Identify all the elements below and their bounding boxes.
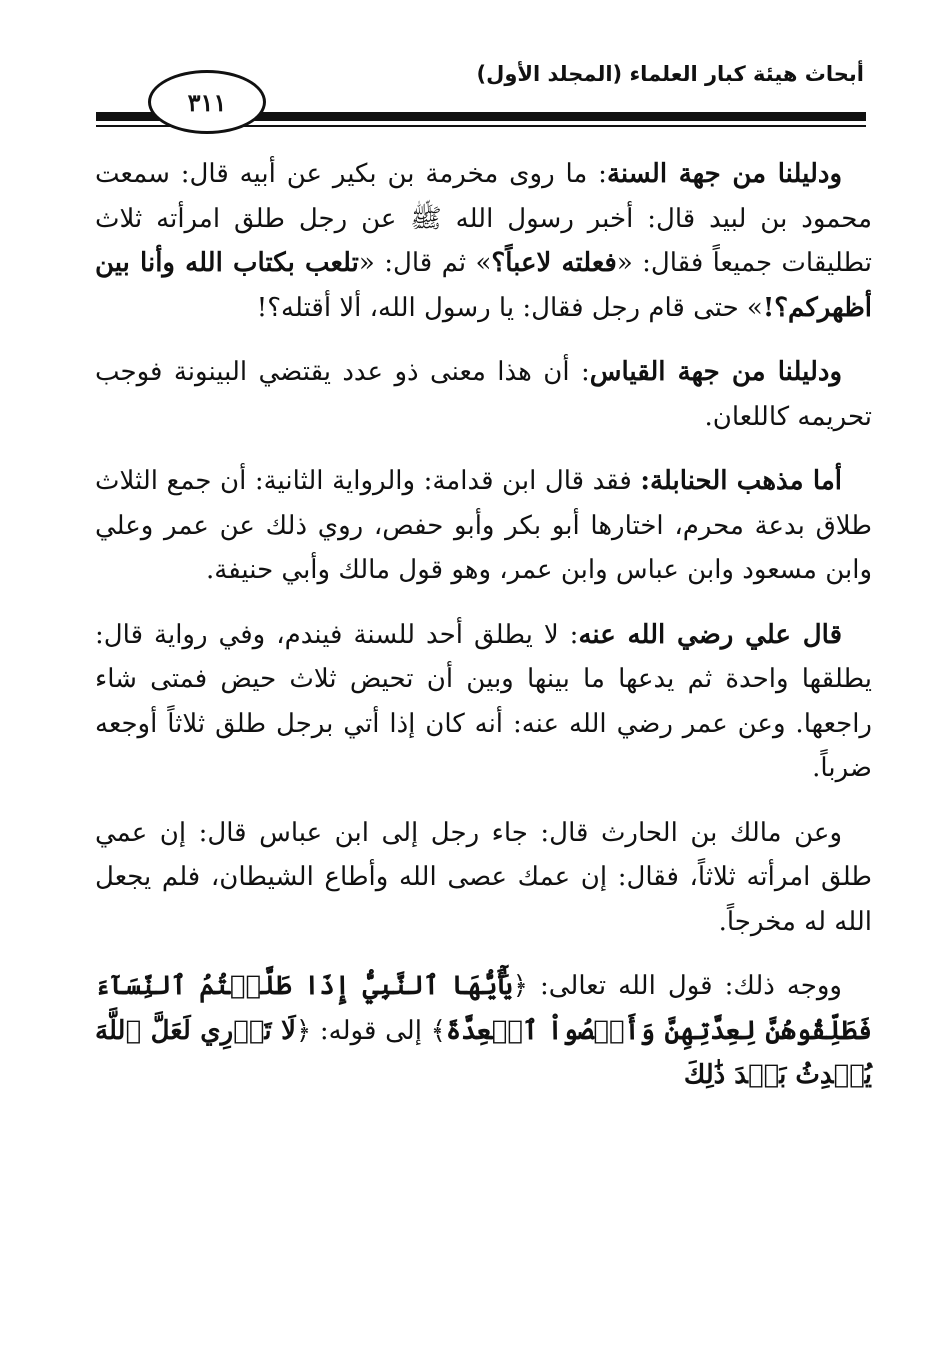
paragraph-malik-ibn-harith xyxy=(95,811,872,945)
page-number: ٣١١ xyxy=(187,87,227,117)
paragraph-lead: ودليلنا من جهة القياس xyxy=(589,357,842,387)
hadith-quote: فعلته لاعباً؟ xyxy=(491,248,617,278)
paragraph-qiyas-evidence xyxy=(95,350,872,439)
quran-verse: يَٰٓأَيُّهَا ٱلنَّبِيُّ إِذَا طَلَّقۡتُمُ ٱلنِّسَآءَ فَطَلِّقُوهُنَّ لِعِدَّتِهِنَّ وَأَحۡصُواْ ٱلۡعِدَّةَ xyxy=(95,971,873,1046)
body-text xyxy=(95,152,872,1118)
paragraph-text: » حتى قام رجل فقال: يا رسول الله، ألا أقتله؟! xyxy=(256,292,763,323)
quran-verse: لَا تَدۡرِي لَعَلَّ ٱللَّهَ يُحۡدِثُ بَعۡدَ ذَٰلِكَ xyxy=(95,1015,872,1090)
paragraph-lead: أما مذهب الحنابلة: xyxy=(640,466,842,496)
paragraph-text: وعن مالك بن الحارث قال: جاء رجل إلى ابن عباس قال: إن عمي طلق امرأته ثلاثاً، فقال: إن عمك عصى الله وأطاع الشيطان، فلم يجعل الله له مخرجاً. xyxy=(95,817,872,937)
hadith-quote: تلعب بكتاب الله وأنا بين أظهركم؟! xyxy=(95,248,872,323)
paragraph-text: : لا يطلق أحد للسنة فيندم، وفي رواية قال: يطلقها واحدة ثم يدعها ما بينها وبين أن تحيض ثلاث حيض فمتى شاء راجعها. وعن عمر رضي الله عنه: أنه كان إذا أتي برجل طلق ثلاثاً أوجعه ضرباً. xyxy=(95,619,872,783)
running-header-title: أبحاث هيئة كبار العلماء (المجلد الأول) xyxy=(476,62,864,86)
paragraph-text: فقد قال ابن قدامة: والرواية الثانية: أن جمع الثلاث طلاق بدعة محرم، اختارها أبو بكر وأبو حفص، روي ذلك عن عمر وعلي وابن مسعود وابن عباس وابن عمر، وهو قول مالك وأبي حنيفة. xyxy=(95,466,872,585)
paragraph-sunnah-evidence xyxy=(95,152,872,330)
paragraph-text: : ما روى مخرمة بن بكير عن أبيه قال: سمعت محمود بن لبيد قال: أخبر رسول الله ﷺ عن رجل طلق امرأته ثلاث تطليقات جميعاً فقال: « xyxy=(95,159,872,278)
paragraph-text: ووجه ذلك: قول الله تعالى: ﴿ xyxy=(512,971,842,1001)
paragraph-text: ﴾ إلى قوله: ﴿ xyxy=(295,1015,446,1046)
paragraph-text: : أن هذا معنى ذو عدد يقتضي البينونة فوجب تحريمه كاللعان. xyxy=(95,357,872,432)
paragraph-text: » ثم قال: « xyxy=(358,248,492,278)
page-number-oval xyxy=(148,70,266,134)
paragraph-hanbali-school xyxy=(95,459,872,593)
paragraph-ali-saying xyxy=(95,613,872,791)
paragraph-lead: قال علي رضي الله عنه xyxy=(578,619,842,650)
paragraph-lead: ودليلنا من جهة السنة xyxy=(606,159,842,189)
paragraph-quran-evidence xyxy=(95,964,872,1098)
